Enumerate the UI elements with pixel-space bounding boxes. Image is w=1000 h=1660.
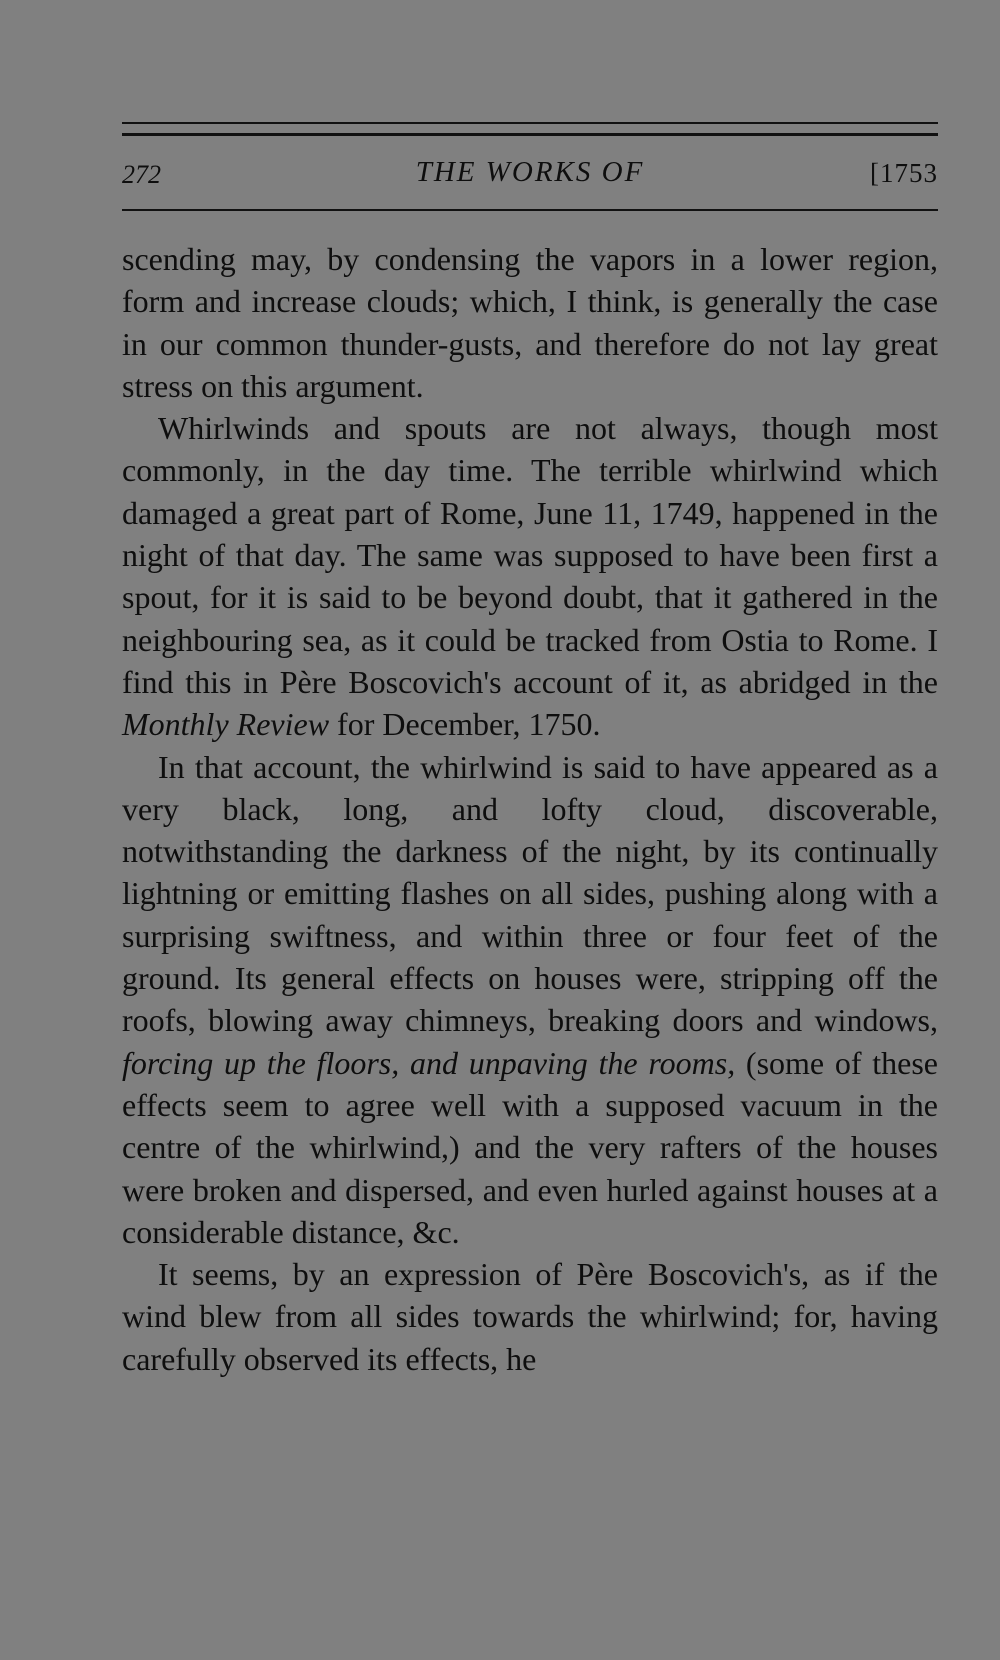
text-run: scending may, by condensing the vapors in a lower region, form and increase clouds; which, I think, is generally the case in our common thunder-gusts, and therefore do not lay great stress on this argument.: [122, 241, 938, 404]
text-run: for December, 1750.: [329, 706, 601, 743]
top-rule-double: [122, 133, 938, 136]
text-run: In that account, the whirlwind is said to have appeared as a very black, long, and lofty cloud, discoverable, notwithstanding the darkness of the night, by its continually lightning or emitting flashes on all sides, pushing along with a surprising swiftness, and within three or four feet of the ground. Its general effects on houses were, stripping off the roofs, blowing away chimneys, breaking doors and windows,: [122, 748, 938, 1039]
italic-text-run: Monthly Review: [122, 706, 330, 743]
top-rule: [122, 122, 938, 124]
page-number: 272: [122, 160, 161, 189]
head-rule: [122, 209, 938, 211]
running-title: THE WORKS OF: [415, 156, 645, 188]
italic-text-run: forcing up the floors, and unpaving the rooms,: [122, 1044, 736, 1081]
text-run: Whirlwinds and spouts are not always, though most commonly, in the day time. The terrible whirlwind which damaged a great part of Rome, June 11, 1749, happened in the night of that day. The same was supposed to have been first a spout, for it is said to be beyond doubt, that it gathered in the neighbouring sea, as it could be tracked from Ostia to Rome. I find this in Père Boscovich's account of it, as abridged in the: [122, 410, 938, 700]
book-page: [122, 0, 938, 1660]
text-run: (some of these effects seem to agree well with a supposed vacuum in the centre of the whirlwind,) and the very rafters of the houses were broken and dispersed, and even hurled against houses at a considerable distance, &c.: [122, 1044, 938, 1250]
paragraph-4: [122, 1253, 938, 1380]
text-run: It seems, by an expression of Père Boscovich's, as if the wind blew from all sides towards the whirlwind; for, having carefully observed its effects, he: [122, 1256, 938, 1377]
paragraph-1: [122, 238, 938, 407]
body-text: [122, 238, 938, 1380]
paragraph-2: [122, 407, 938, 745]
running-head: [122, 156, 938, 196]
paragraph-3: [122, 746, 938, 1254]
running-year: [1753: [870, 158, 938, 188]
